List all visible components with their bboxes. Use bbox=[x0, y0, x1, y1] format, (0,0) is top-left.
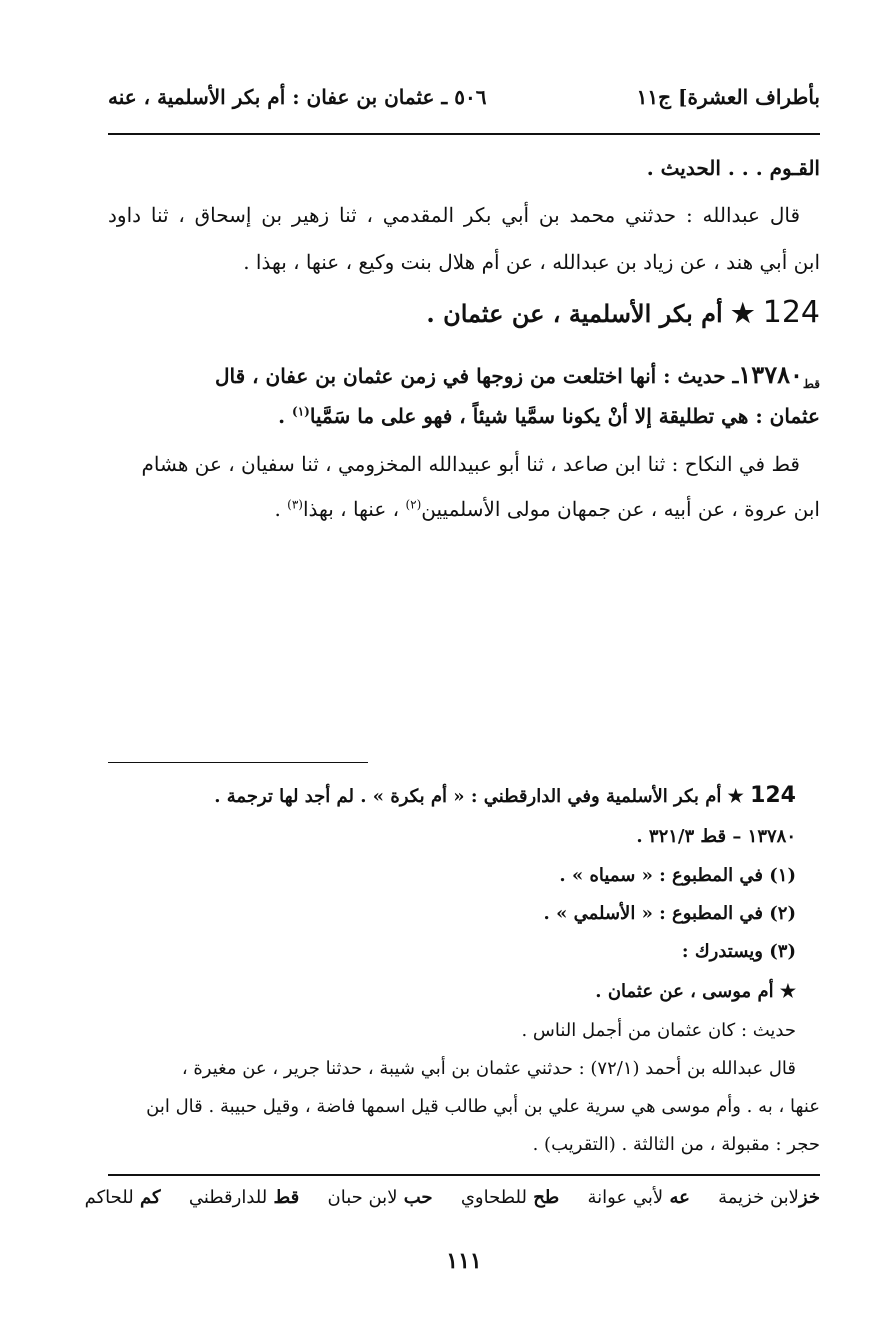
abbreviations-legend bbox=[84, 1187, 820, 1208]
footnote-2: ١٣٧٨٠ – قط ٣٢١/٣ . bbox=[636, 826, 796, 847]
abbr-item bbox=[461, 1187, 559, 1208]
footnote-ref-2: (٢) bbox=[405, 497, 422, 512]
entry-title: أم بكر الأسلمية ، عن عثمان . bbox=[426, 299, 723, 328]
abbr-item bbox=[189, 1187, 299, 1208]
abbr-key: حب bbox=[403, 1187, 433, 1208]
hadith-end: . bbox=[278, 404, 293, 428]
footnote-10: حجر : مقبولة ، من الثالثة . (التقريب) . bbox=[532, 1134, 820, 1155]
abbr-key: كم bbox=[140, 1187, 161, 1208]
abbr-item bbox=[328, 1187, 433, 1208]
abbr-key: طح bbox=[533, 1187, 560, 1208]
abbr-name: لابن حبان bbox=[327, 1187, 398, 1208]
qt-line-2 bbox=[108, 497, 820, 521]
abbreviations-rule bbox=[108, 1174, 820, 1176]
hadith-text-2: عثمان : هي تطليقة إلا أنْ يكونا سمَّيا شيئاً ، فهو على ما سَمَّيا bbox=[309, 404, 820, 428]
abbr-item bbox=[718, 1187, 820, 1208]
hadith-number: ١٣٧٨٠ bbox=[738, 360, 803, 389]
running-header bbox=[108, 85, 820, 121]
footnote-ref-1: (١) bbox=[292, 404, 310, 419]
footnote-6: ★ أم موسى ، عن عثمان . bbox=[595, 981, 796, 1002]
qt-line-1: قط في النكاح : ثنا ابن صاعد ، ثنا أبو عبيدالله المخزومي ، ثنا سفيان ، عن هشام bbox=[141, 452, 800, 476]
qt-text-a: ابن عروة ، عن أبيه ، عن جمهان مولى الأسلميين bbox=[421, 497, 820, 521]
hadith-source-mark: قط bbox=[802, 377, 820, 391]
qt-text-b: ، عنها ، بهذا bbox=[302, 497, 406, 521]
header-book: بأطراف العشرة] ج١١ bbox=[636, 85, 820, 109]
hadith-line-2 bbox=[108, 404, 820, 428]
abbr-item bbox=[85, 1187, 161, 1208]
abbr-name: للحاكم bbox=[84, 1187, 134, 1208]
page bbox=[84, 0, 820, 1325]
header-title: ٥٠٦ ـ عثمان بن عفان : أم بكر الأسلمية ، عنه bbox=[108, 85, 487, 109]
qt-end: . bbox=[274, 497, 288, 521]
footnote-9: عنها ، به . وأم موسى هي سرية علي بن أبي طالب قيل اسمها فاضة ، وقيل حبيبة . قال ابن bbox=[146, 1096, 820, 1117]
footnote-7: حديث : كان عثمان من أجمل الناس . bbox=[521, 1020, 796, 1041]
footnote-1-text: أم بكر الأسلمية وفي الدارقطني : « أم بكرة » . لم أجد لها ترجمة . bbox=[214, 786, 722, 807]
abbr-name: لابن خزيمة bbox=[718, 1187, 799, 1208]
footnote-rule bbox=[108, 762, 368, 763]
footnote-5: (٣) ويستدرك : bbox=[681, 941, 796, 962]
header-rule bbox=[108, 133, 820, 135]
body-line-1: القـوم . . . الحديث . bbox=[646, 156, 820, 180]
hadith-line-1 bbox=[108, 360, 820, 391]
abbr-item bbox=[587, 1187, 689, 1208]
abbr-key: قط bbox=[273, 1187, 300, 1208]
footnote-1 bbox=[108, 783, 820, 808]
entry-heading bbox=[108, 295, 820, 330]
hadith-text-1: ـ حديث : أنها اختلعت من زوجها في زمن عثمان بن عفان ، قال bbox=[214, 364, 739, 388]
footnote-3: (١) في المطبوع : « سمياه » . bbox=[559, 865, 796, 886]
abbr-key: عه bbox=[669, 1187, 690, 1208]
footnote-star-icon: ★ bbox=[727, 786, 744, 807]
star-icon: ★ bbox=[731, 299, 755, 329]
page-number: ١١١ bbox=[446, 1248, 482, 1274]
footnote-4: (٢) في المطبوع : « الأسلمي » . bbox=[543, 903, 796, 924]
footnote-8: قال عبدالله بن أحمد (٧٢/١) : حدثني عثمان بن أبي شيبة ، حدثنا جرير ، عن مغيرة ، bbox=[181, 1058, 796, 1079]
footnote-entry-number: 124 bbox=[750, 783, 796, 808]
abbr-name: لأبي عوانة bbox=[587, 1187, 664, 1208]
abbr-key: خز bbox=[798, 1187, 820, 1208]
footnote-ref-3: (٣) bbox=[287, 497, 303, 512]
body-line-2: قال عبدالله : حدثني محمد بن أبي بكر المقدمي ، ثنا زهير بن إسحاق ، ثنا داود bbox=[108, 203, 800, 227]
entry-number: 124 bbox=[762, 295, 820, 330]
abbr-name: للطحاوي bbox=[460, 1187, 527, 1208]
abbr-name: للدارقطني bbox=[188, 1187, 268, 1208]
body-line-3: ابن أبي هند ، عن زياد بن عبدالله ، عن أم هلال بنت وكيع ، عنها ، بهذا . bbox=[243, 250, 820, 274]
